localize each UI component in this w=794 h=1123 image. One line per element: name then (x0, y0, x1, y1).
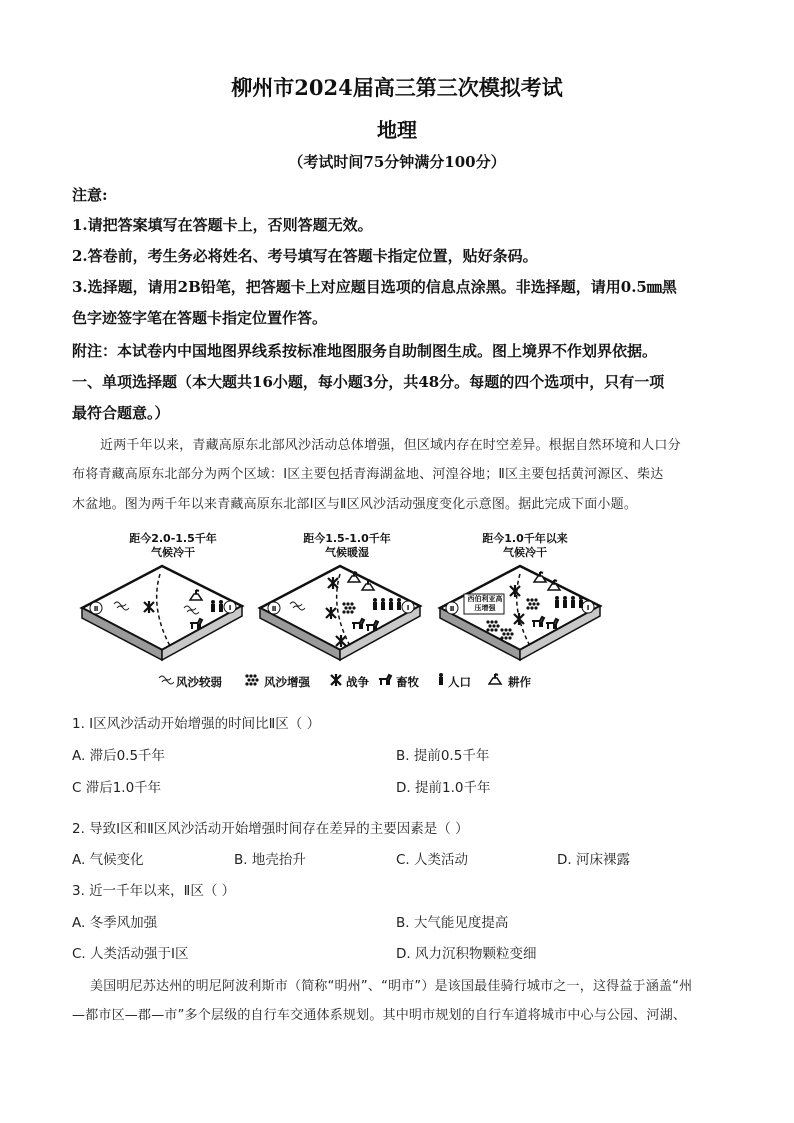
panel-2-period: 距今1.5-1.0千年 (303, 532, 391, 545)
question-2-option-b: B. 地壳抬升 (234, 852, 306, 868)
panel-1-block (82, 566, 242, 660)
svg-text:Ⅱ: Ⅱ (93, 605, 99, 613)
weak-sand-icon (158, 673, 174, 687)
panel-3-climate: 气候冷干 (503, 546, 547, 559)
subject-title: 地理 (377, 118, 417, 142)
svg-text:Ⅰ: Ⅰ (586, 604, 590, 612)
panel-2-climate: 气候暖湿 (325, 546, 369, 559)
question-2-option-a: A. 气候变化 (72, 852, 144, 868)
svg-text:Ⅰ: Ⅰ (228, 604, 232, 612)
passage1-line-3: 木盆地。图为两千年以来青藏高原东北部Ⅰ区与Ⅱ区风沙活动强度变化示意图。据此完成下面小题。 (72, 497, 638, 512)
legend-farming: 耕作 (508, 675, 531, 689)
question-1-option-d: D. 提前1.0千年 (396, 780, 491, 796)
panel-1-period: 距今2.0-1.5千年 (129, 532, 217, 545)
question-1-stem: 1. Ⅰ区风沙活动开始增强的时间比Ⅱ区（ ） (72, 716, 321, 732)
question-2-option-c: C. 人类活动 (396, 852, 469, 868)
svg-text:Ⅱ: Ⅱ (271, 605, 277, 613)
question-2-stem: 2. 导致Ⅰ区和Ⅱ区风沙活动开始增强时间存在差异的主要因素是（ ） (72, 821, 469, 837)
section-heading-cont: 最符合题意。） (72, 404, 170, 422)
legend-weak-sand: 风沙较弱 (176, 675, 222, 689)
appendix-note: 附注：本试卷内中国地图界线系按标准地图服务自助制图生成。图上境界不作划界依据。 (72, 342, 658, 360)
population-icon (436, 672, 446, 688)
panel-3-block (440, 566, 600, 660)
passage2-line-1: 美国明尼苏达州的明尼阿波利斯市（简称“明州”、“明市”）是该国最佳骑行城市之一，这得益于涵盖“州 (90, 979, 693, 994)
note-item-2: 2.答卷前，考生务必将姓名、考号填写在答题卡指定位置，贴好条码。 (72, 247, 538, 265)
panel-1-title (108, 532, 238, 560)
question-3-option-d: D. 风力沉积物颗粒变细 (396, 946, 537, 962)
question-1-option-b: B. 提前0.5千年 (396, 748, 490, 764)
exam-title: 柳州市2024届高三第三次模拟考试 (231, 75, 563, 100)
legend-livestock: 畜牧 (396, 675, 419, 689)
farming-icon (488, 672, 504, 686)
question-3-stem: 3. 近一千年以来，Ⅱ区（ ） (72, 883, 236, 899)
note-item-3: 3.选择题，请用2B铅笔，把答题卡上对应题目选项的信息点涂黑。非选择题，请用0.5㎜黑 (72, 278, 677, 296)
strong-sand-icon (244, 673, 260, 687)
section-heading: 一、单项选择题（本大题共16小题，每小题3分，共48分。每题的四个选项中，只有一项 (72, 373, 665, 391)
legend-strong-sand: 风沙增强 (264, 675, 310, 689)
question-1-option-c: C 滞后1.0千年 (72, 780, 162, 796)
panel-3-period: 距今1.0千年以来 (482, 532, 568, 545)
war-icon (330, 673, 344, 687)
question-1-option-a: A. 滞后0.5千年 (72, 748, 166, 764)
note-item-3-cont: 色字迹签字笔在答题卡指定位置作答。 (72, 309, 328, 327)
siberia-high-label: 西伯利亚高压增强 (467, 595, 503, 612)
question-3-option-a: A. 冬季风加强 (72, 915, 158, 931)
sand-activity-figure (72, 558, 632, 670)
svg-text:Ⅰ: Ⅰ (406, 604, 410, 612)
notes-heading: 注意: (72, 186, 108, 204)
panel-1-climate: 气候冷干 (151, 546, 195, 559)
panel-2-block (260, 566, 420, 660)
legend-war: 战争 (346, 675, 369, 689)
panel-2-title (282, 532, 412, 560)
passage2-line-2: —都市区—郡—市”多个层级的自行车交通体系规划。其中明市规划的自行车道将城市中心与公园、河湖、 (72, 1008, 687, 1023)
note-item-1: 1.请把答案填写在答题卡上，否则答题无效。 (72, 216, 373, 234)
question-3-option-b: B. 大气能见度提高 (396, 915, 509, 931)
passage1-line-2: 布将青藏高原东北部分为两个区域：Ⅰ区主要包括青海湖盆地、河湟谷地；Ⅱ区主要包括黄河源区、柴达 (72, 467, 664, 482)
passage1-line-1: 近两千年以来，青藏高原东北部风沙活动总体增强，但区域内存在时空差异。根据自然环境和人口分 (100, 438, 681, 453)
question-3-option-c: C. 人类活动强于Ⅰ区 (72, 946, 189, 962)
svg-text:Ⅱ: Ⅱ (449, 605, 455, 613)
panel-3-title (460, 532, 590, 560)
exam-time-info: （考试时间75分钟满分100分） (288, 153, 506, 171)
legend-population: 人口 (448, 675, 471, 689)
livestock-icon (378, 673, 394, 687)
question-2-option-d: D. 河床裸露 (557, 852, 630, 868)
